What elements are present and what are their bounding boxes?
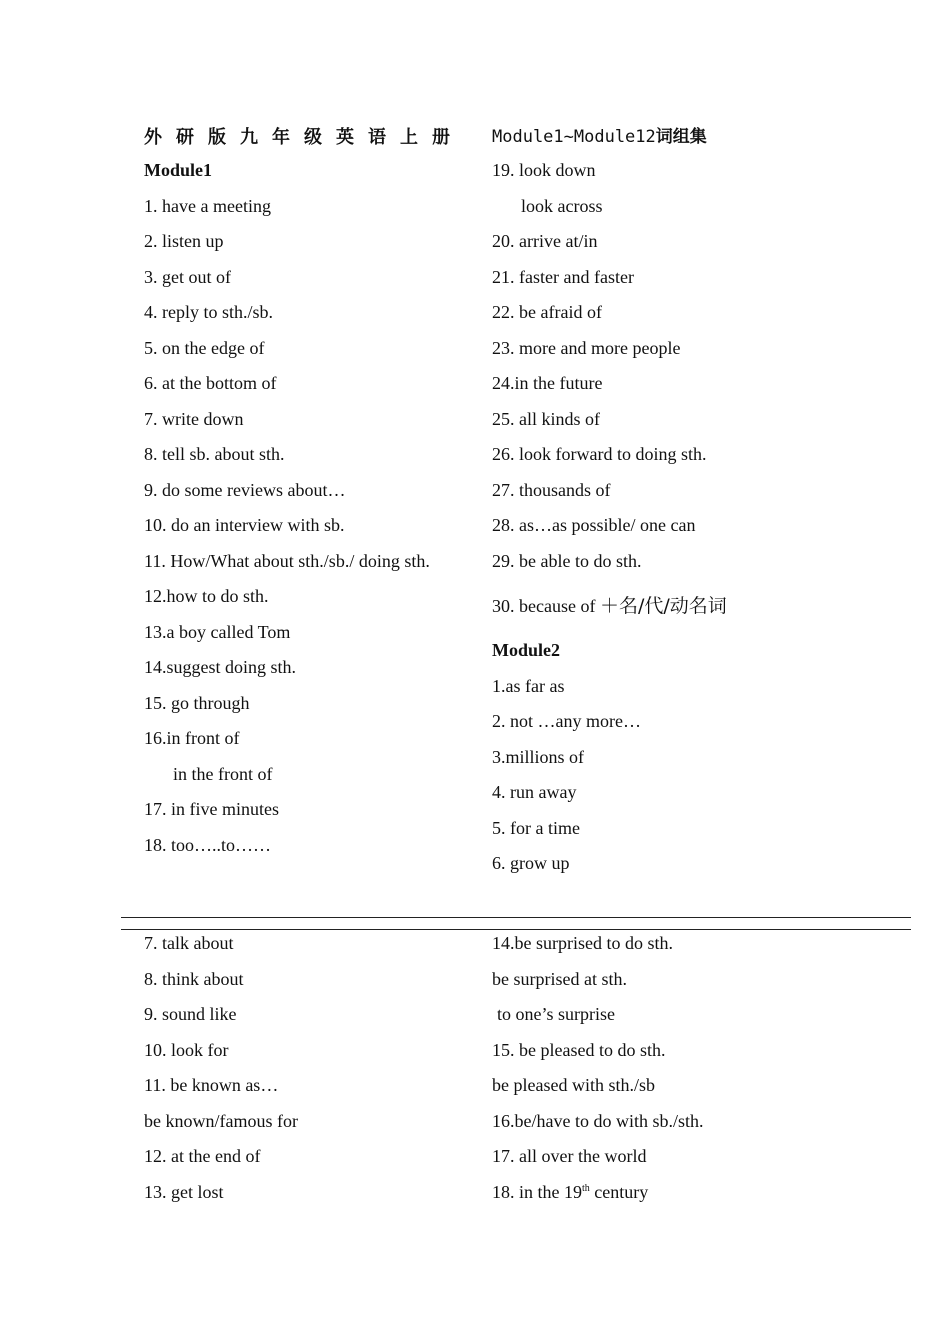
document-title-en <box>492 120 707 155</box>
phrase-item: 19. look down <box>492 160 596 180</box>
phrase-item: 14.be surprised to do sth. <box>492 933 673 953</box>
phrase-item: 24.in the future <box>492 373 603 393</box>
phrase-18-text: 18. in the 19 <box>492 1181 582 1202</box>
phrase-item: 20. arrive at/in <box>492 231 598 251</box>
phrase-item-30 <box>492 582 727 631</box>
phrase-item: 16.in front of <box>144 728 240 748</box>
phrase-item: 15. be pleased to do sth. <box>492 1039 666 1060</box>
phrase-30-note: ＋名/代/动名词 <box>599 595 727 617</box>
phrase-item: 9. do some reviews about… <box>144 479 346 500</box>
phrase-item: 8. tell sb. about sth. <box>144 444 285 464</box>
phrase-item: 17. all over the world <box>492 1146 647 1166</box>
left-column <box>144 153 430 863</box>
phrase-item-variant: be surprised at sth. <box>492 968 627 989</box>
phrase-item-variant: look across <box>521 195 603 216</box>
phrase-item: 26. look forward to doing sth. <box>492 444 707 464</box>
phrase-18-suffix: century <box>589 1181 649 1202</box>
phrase-item: 12.how to do sth. <box>144 586 269 606</box>
phrase-item: 21. faster and faster <box>492 266 634 287</box>
phrase-item: 17. in five minutes <box>144 799 279 819</box>
phrase-item: 3. get out of <box>144 266 231 287</box>
right-column <box>492 153 727 882</box>
phrase-item: 10. do an interview with sb. <box>144 515 345 535</box>
phrase-item: 5. for a time <box>492 817 580 838</box>
phrase-item: 3.millions of <box>492 746 585 767</box>
phrase-item: 28. as…as possible/ one can <box>492 515 696 535</box>
phrase-item: 10. look for <box>144 1039 229 1060</box>
phrase-item: 25. all kinds of <box>492 408 600 429</box>
phrase-item: 15. go through <box>144 692 250 713</box>
phrase-item-variant: to one’s surprise <box>497 1004 615 1024</box>
phrase-item: 27. thousands of <box>492 479 611 500</box>
phrase-item: 4. reply to sth./sb. <box>144 302 273 322</box>
phrase-item: 22. be afraid of <box>492 302 602 322</box>
phrase-item-variant: be pleased with sth./sb <box>492 1075 655 1095</box>
module1-heading: Module1 <box>144 160 213 180</box>
phrase-item: 4. run away <box>492 782 577 802</box>
phrase-item: 11. How/What about sth./sb./ doing sth. <box>144 550 430 571</box>
phrase-item: 12. at the end of <box>144 1146 261 1166</box>
phrase-item: 6. grow up <box>492 853 570 873</box>
phrase-30-text: 30. because of <box>492 596 600 616</box>
phrase-item: 13. get lost <box>144 1181 224 1202</box>
phrase-item: 1. have a meeting <box>144 195 271 216</box>
phrase-item: 2. listen up <box>144 231 224 251</box>
ordinal-superscript: th <box>582 1182 590 1194</box>
phrase-item: 11. be known as… <box>144 1075 279 1095</box>
phrase-item: 9. sound like <box>144 1004 237 1024</box>
phrase-item: 1.as far as <box>492 675 565 696</box>
phrase-item: 7. talk about <box>144 933 234 953</box>
title-module-range: Module1~Module12 <box>492 127 656 147</box>
page-divider-top <box>121 917 911 918</box>
phrase-item: 7. write down <box>144 408 244 429</box>
title-suffix: 词组集 <box>655 127 707 147</box>
page2-left-column <box>144 926 298 1210</box>
phrase-item-variant: be known/famous for <box>144 1110 298 1131</box>
document-title-cn: 外研版九年级英语上册 <box>144 127 464 148</box>
phrase-item: 23. more and more people <box>492 337 681 358</box>
phrase-item: 5. on the edge of <box>144 337 265 358</box>
phrase-item: 13.a boy called Tom <box>144 621 291 642</box>
phrase-item: 8. think about <box>144 968 244 989</box>
phrase-item: 14.suggest doing sth. <box>144 657 297 677</box>
phrase-item: 6. at the bottom of <box>144 373 277 393</box>
phrase-item: 2. not …any more… <box>492 711 641 731</box>
module2-heading: Module2 <box>492 640 561 660</box>
phrase-item: 18. too…..to…… <box>144 834 272 855</box>
phrase-item: 16.be/have to do with sb./sth. <box>492 1110 704 1131</box>
phrase-item-variant: in the front of <box>173 763 273 784</box>
page2-right-column <box>492 926 703 1210</box>
phrase-item: 29. be able to do sth. <box>492 550 642 571</box>
phrase-item-18 <box>492 1175 703 1211</box>
